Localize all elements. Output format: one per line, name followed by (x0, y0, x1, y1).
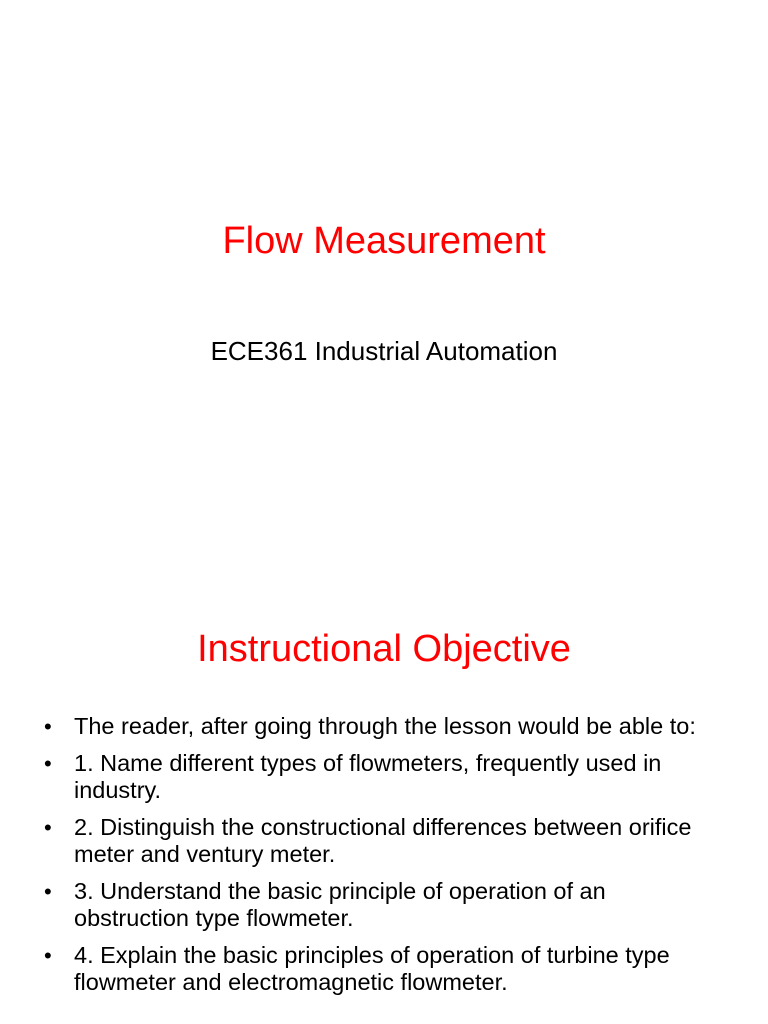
list-item (44, 814, 724, 868)
bullet-text: 2. Distinguish the constructional differences between orifice meter and ventury meter. (74, 814, 692, 867)
bullet-icon: • (44, 751, 52, 776)
list-item (44, 878, 724, 932)
bullet-text: 1. Name different types of flowmeters, frequently used in industry. (74, 750, 662, 803)
bullet-text: 3. Understand the basic principle of operation of an obstruction type flowmeter. (74, 878, 606, 931)
bullet-text: 4. Explain the basic principles of operation of turbine type flowmeter and electromagnetic flowmeter. (74, 942, 670, 995)
list-item (44, 942, 724, 996)
bullet-text: The reader, after going through the lesson would be able to: (74, 713, 696, 739)
bullet-icon: • (44, 943, 52, 968)
bullet-icon: • (44, 815, 52, 840)
bullet-list (44, 713, 724, 1006)
objective-slide (0, 576, 768, 1024)
list-item (44, 750, 724, 804)
bullet-icon: • (44, 714, 52, 739)
list-item (44, 713, 724, 740)
slide-subtitle: ECE361 Industrial Automation (210, 336, 558, 366)
slide-title: Instructional Objective (197, 628, 571, 670)
bullet-icon: • (44, 879, 52, 904)
slide-title: Flow Measurement (222, 220, 546, 262)
